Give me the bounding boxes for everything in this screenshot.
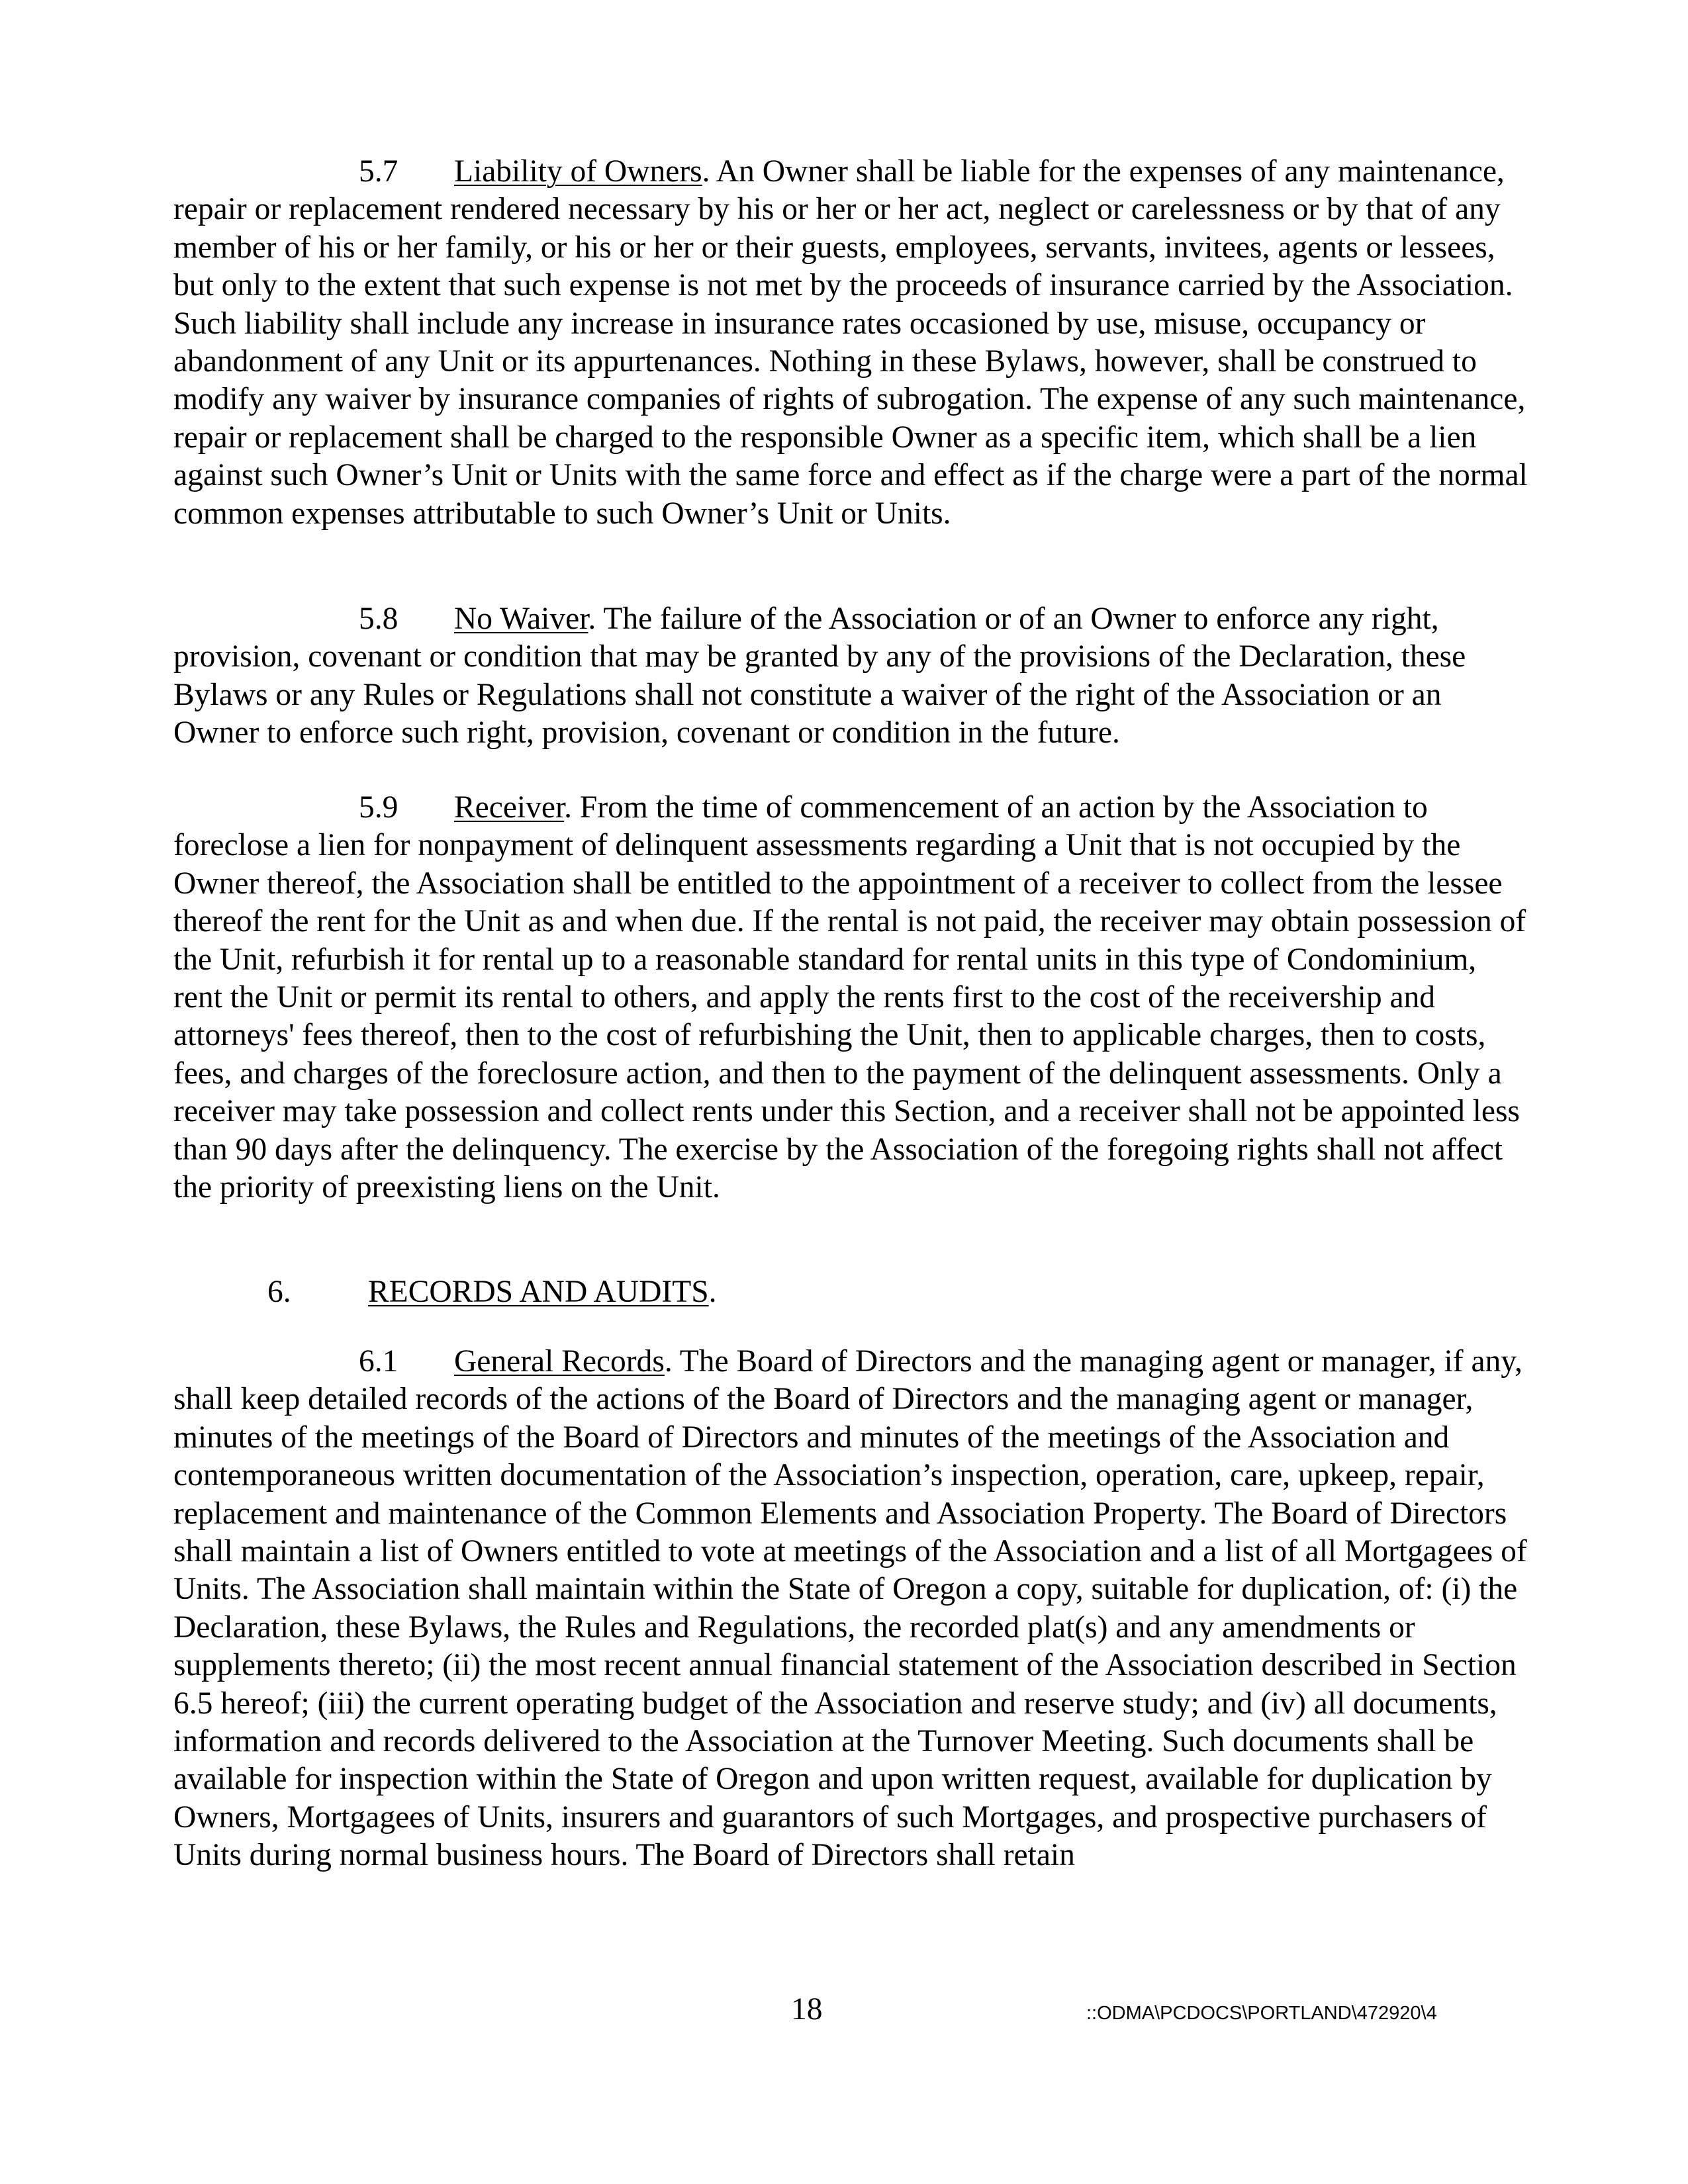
section-number: 6.1 [359, 1344, 399, 1379]
section-title-suffix: . [708, 1275, 717, 1309]
section-6-1 [173, 1343, 1530, 1875]
section-title: No Waiver [454, 602, 588, 636]
section-6-heading [173, 1273, 1530, 1311]
section-number: 5.8 [359, 602, 399, 636]
section-title: General Records [454, 1344, 665, 1379]
document-id: ::ODMA\PCDOCS\PORTLAND\472920\4 [1086, 2003, 1437, 2024]
section-5-8 [173, 600, 1530, 752]
section-body: . An Owner shall be liable for the expenses of any maintenance, repair or replacement rendered necessary by his or her or her act, neglect or carelessness or by that of any member of his or her family, or his or her or their guests, employees, servants, invitees, agents or lessees, but only to the extent that such expense is not met by the proceeds of insurance carried by the Association. Such liability shall include any increase in insurance rates occasioned by use, misuse, occupancy or abandonment of any Unit or its appurtenances. Nothing in these Bylaws, however, shall be construed to modify any waiver by insurance companies of rights of subrogation. The expense of any such maintenance, repair or replacement shall be charged to the responsible Owner as a specific item, which shall be a lien against such Owner’s Unit or Units with the same force and effect as if the charge were a part of the normal common expenses attributable to such Owner’s Unit or Units. [173, 154, 1528, 531]
section-body: . The failure of the Association or of an Owner to enforce any right, provision, covenant or condition that may be granted by any of the provisions of the Declaration, these Bylaws or any Rules or Regulations shall not constitute a waiver of the right of the Association or an Owner to enforce such right, provision, covenant or condition in the future. [173, 602, 1466, 751]
page-number: 18 [791, 1992, 823, 2026]
section-number: 6. [267, 1275, 291, 1309]
section-title: RECORDS AND AUDITS [368, 1275, 709, 1309]
section-number: 5.9 [359, 790, 399, 825]
section-5-7 [173, 153, 1530, 533]
section-number: 5.7 [359, 154, 399, 189]
section-body: . From the time of commencement of an action by the Association to foreclose a lien for nonpayment of delinquent assessments regarding a Unit that is not occupied by the Owner thereof, the Association shall be entitled to the appointment of a receiver to collect from the lessee thereof the rent for the Unit as and when due. If the rental is not paid, the receiver may obtain possession of the Unit, refurbish it for rental up to a reasonable standard for rental units in this type of Condominium, rent the Unit or permit its rental to others, and apply the rents first to the cost of the receivership and attorneys' fees thereof, then to the cost of refurbishing the Unit, then to applicable charges, then to costs, fees, and charges of the foreclosure action, and then to the payment of the delinquent assessments. Only a receiver may take possession and collect rents under this Section, and a receiver shall not be appointed less than 90 days after the delinquency. The exercise by the Association of the foregoing rights shall not affect the priority of preexisting liens on the Unit. [173, 790, 1526, 1205]
section-body: . The Board of Directors and the managing agent or manager, if any, shall keep detailed records of the actions of the Board of Directors and the managing agent or manager, minutes of the meetings of the Board of Directors and minutes of the meetings of the Association and contemporaneous written documentation of the Association’s inspection, operation, care, upkeep, repair, replacement and maintenance of the Common Elements and Association Property. The Board of Directors shall maintain a list of Owners entitled to vote at meetings of the Association and a list of all Mortgagees of Units. The Association shall maintain within the State of Oregon a copy, suitable for duplication, of: (i) the Declaration, these Bylaws, the Rules and Regulations, the recorded plat(s) and any amendments or supplements thereto; (ii) the most recent annual financial statement of the Association described in Section 6.5 hereof; (iii) the current operating budget of the Association and reserve study; and (iv) all documents, information and records delivered to the Association at the Turnover Meeting. Such documents shall be available for inspection within the State of Oregon and upon written request, available for duplication by Owners, Mortgagees of Units, insurers and guarantors of such Mortgages, and prospective purchasers of Units during normal business hours. The Board of Directors shall retain [173, 1344, 1527, 1873]
section-title: Receiver [454, 790, 565, 825]
section-title: Liability of Owners [454, 154, 702, 189]
section-5-9 [173, 789, 1530, 1206]
